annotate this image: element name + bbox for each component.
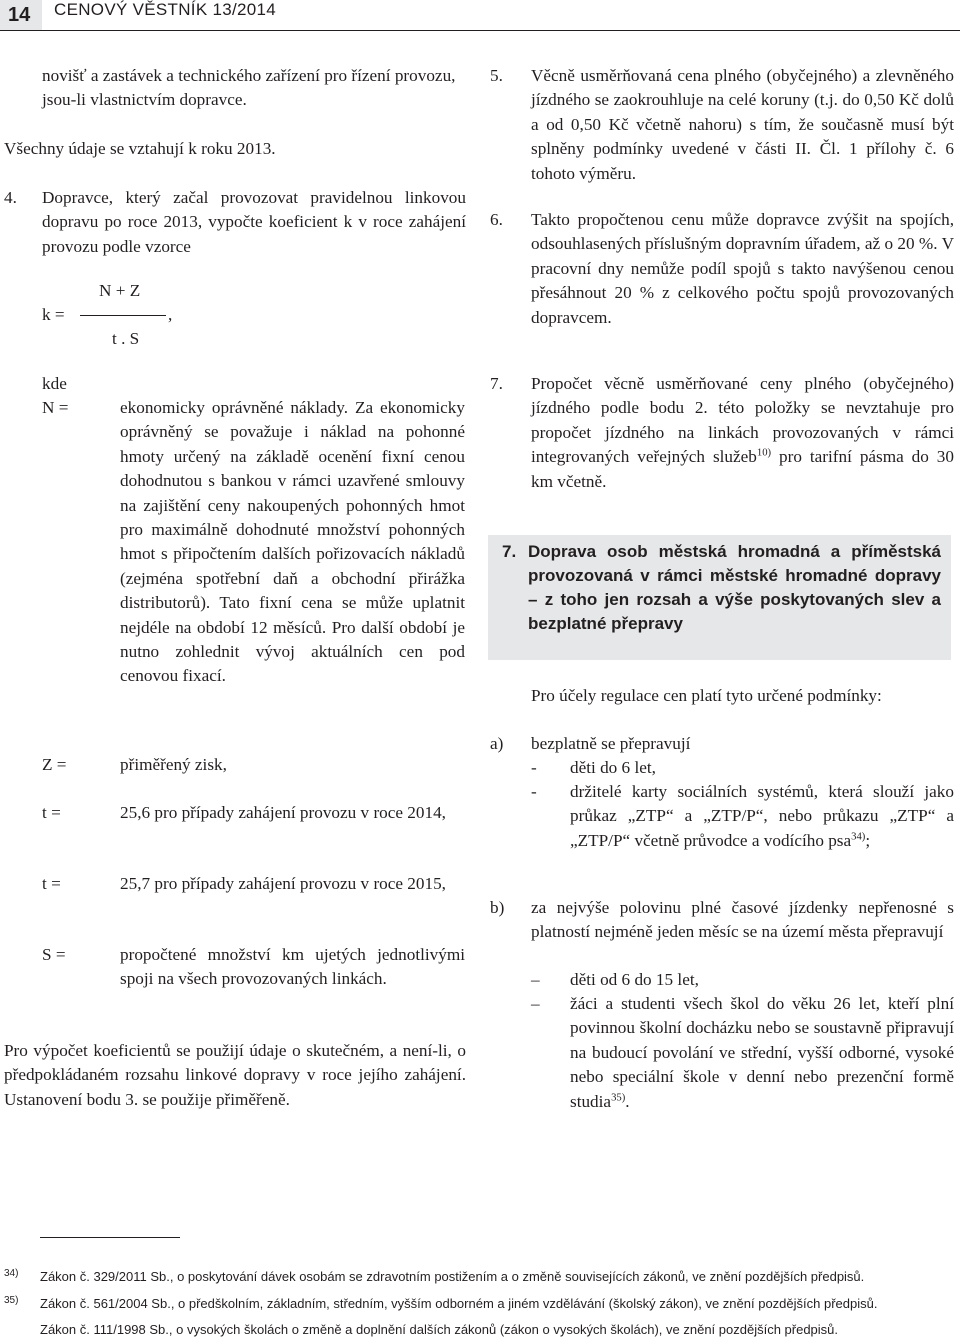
footnote-mark: 34) xyxy=(4,1268,19,1279)
formula-comma: , xyxy=(168,305,173,324)
formula-denominator: t . S xyxy=(112,329,140,348)
definition-symbol: N = xyxy=(42,398,69,417)
footnote-ref: 10) xyxy=(756,447,772,459)
bullet-mark: – xyxy=(531,994,540,1013)
journal-title: CENOVÝ VĚSTNÍK 13/2014 xyxy=(54,0,277,19)
item-5-text: Věcně usměrňovaná cena plného (obyčejného) a zlevněného jízdného se zaokrouhluje na celé koruny (t.j. do 0,50 Kč dolů a od 0,50 Kč včetně nahoru) s tím, že současně musí být splněny podmínky uvedené v části II. Čl. 1 přílohy č. 6 tohoto výměru. xyxy=(531,66,954,183)
bullet-text: žáci a studenti všech škol do věku 26 let, kteří plní povinnou školní docházku nebo se soustavně připravují na budoucí povolání ve střední, vyšší odborné, vysoké nebo speciální škole v denní nebo prezenční formě studia$^{35)}$. xyxy=(570,994,954,1111)
definition-symbol: t = xyxy=(42,874,61,893)
list-item-b: za nejvýše polovinu plné časové jízdenky nepřenosné s platností nejméně jeden měsíc se na území města přepravují xyxy=(531,898,954,942)
list-label: a) xyxy=(490,734,504,753)
definition-text: propočtené množství km ujetých jednotlivými spoji na všech provozovaných linkách. xyxy=(120,945,465,989)
item-6-text: Takto propočtenou cenu může dopravce zvýšit na spojích, odsouhlasených příslušným dopravním úřadem, až o 20 %. V pracovní dny nemůže podíl spojů s takto navýšenou cenou přesáhnout 20 % z celkového počtu spojů provozovaných dopravcem. xyxy=(531,210,954,327)
footnote-rule xyxy=(40,1237,180,1238)
item-number: 4. xyxy=(4,188,17,207)
definition-symbol: S = xyxy=(42,945,66,964)
fraction-line xyxy=(80,315,166,316)
item-number: 5. xyxy=(490,66,503,85)
definition-text: 25,6 pro případy zahájení provozu v roce 2014, xyxy=(120,803,446,822)
formula-k: k = xyxy=(42,305,65,324)
list-label: b) xyxy=(490,898,505,917)
bullet-text: děti do 6 let, xyxy=(570,758,656,777)
footnote-text: Zákon č. 561/2004 Sb., o předškolním, základním, středním, vyšším odborném a jiném vzdělávání (školský zákon), ve znění pozdějších předpisů. xyxy=(40,1296,878,1311)
closing-paragraph: Pro výpočet koeficientů se použijí údaje o skutečném, a není-li, o předpokládaném rozsahu linkové dopravy v roce jejího zahájení. Ustanovení bodu 3. se použije přiměřeně. xyxy=(4,1041,466,1109)
intro-continuation: novišť a zastávek a technického zařízení pro řízení provozu, jsou-li vlastnictvím dopravce. xyxy=(42,66,456,110)
footnote-text: Zákon č. 111/1998 Sb., o vysokých školách o změně a doplnění dalších zákonů (zákon o vysokých školách), ve znění pozdějších předpisů. xyxy=(40,1322,839,1337)
footnote-mark: 35) xyxy=(4,1295,19,1306)
header-rule xyxy=(0,30,960,31)
bullet-mark: – xyxy=(531,970,540,989)
definition-text: ekonomicky oprávněné náklady. Za ekonomicky oprávněný se považuje i náklad na pohonné hmoty určený na základě ocenění fixní cenou dohodnutou s bankou v rámci uzavřené smlouvy na zajištění ceny nakoupených pohonných hmot pro maximálně dohodnuté množství pohonných hmot s připočtením dalších pořizovacích nákladů (zejména spotřební daň a obchodní přirážka distributorů). Tato fixní cena se může uplatnit nejdéle na období 12 měsíců. Pro další období je nutno zohlednit vývoj aktuálních cen pod cenovou fixací. xyxy=(120,398,465,686)
definition-symbol: t = xyxy=(42,803,61,822)
definition-symbol: Z = xyxy=(42,755,67,774)
section-number: 7. xyxy=(502,542,517,561)
footnote-ref: 35) xyxy=(611,1091,626,1103)
bullet-mark: - xyxy=(531,782,537,801)
section-heading-box xyxy=(488,535,951,660)
item-4-text: Dopravce, který začal provozovat pravidelnou linkovou dopravu po roce 2013, vypočte koeficient k v roce zahájení provozu podle vzorce xyxy=(42,188,466,256)
bullet-text: děti od 6 do 15 let, xyxy=(570,970,699,989)
footnote-ref: 34) xyxy=(851,831,866,843)
where-label: kde xyxy=(42,374,67,393)
item-7-text: Propočet věcně usměrňované ceny plného (obyčejného) jízdného podle bodu 2. této položky se nevztahuje pro propočet jízdného na linkách provozovaných v rámci integrovaných veřejných služeb$^{10)}$ pro tarifní pásma do 30 km včetně. xyxy=(531,374,954,491)
definition-text: 25,7 pro případy zahájení provozu v roce 2015, xyxy=(120,874,446,893)
bullet-mark: - xyxy=(531,758,537,777)
definition-text: přiměřený zisk, xyxy=(120,755,227,774)
footnote-text: Zákon č. 329/2011 Sb., o poskytování dávek osobám se zdravotním postižením a o změně souvisejících zákonů, ve znění pozdějších předpisů. xyxy=(40,1269,865,1284)
item-number: 7. xyxy=(490,374,503,393)
list-item-a: bezplatně se přepravují xyxy=(531,734,691,753)
section-heading: Doprava osob městská hromadná a příměstská provozovaná v rámci městské hromadné dopravy – z toho jen rozsah a výše poskytovaných slev a bezplatné přepravy xyxy=(528,542,941,633)
page-number: 14 xyxy=(0,0,42,30)
bullet-text: držitelé karty sociálních systémů, která slouží jako průkaz „ZTP“ a „ZTP/P“, nebo průkazu „ZTP“ a „ZTP/P“ včetně průvodce a vodícího psa$^{34)}$; xyxy=(570,782,954,850)
item-number: 6. xyxy=(490,210,503,229)
section-intro: Pro účely regulace cen platí tyto určené podmínky: xyxy=(531,686,882,705)
all-data-note: Všechny údaje se vztahují k roku 2013. xyxy=(4,139,276,158)
formula-numerator: N + Z xyxy=(99,281,141,300)
